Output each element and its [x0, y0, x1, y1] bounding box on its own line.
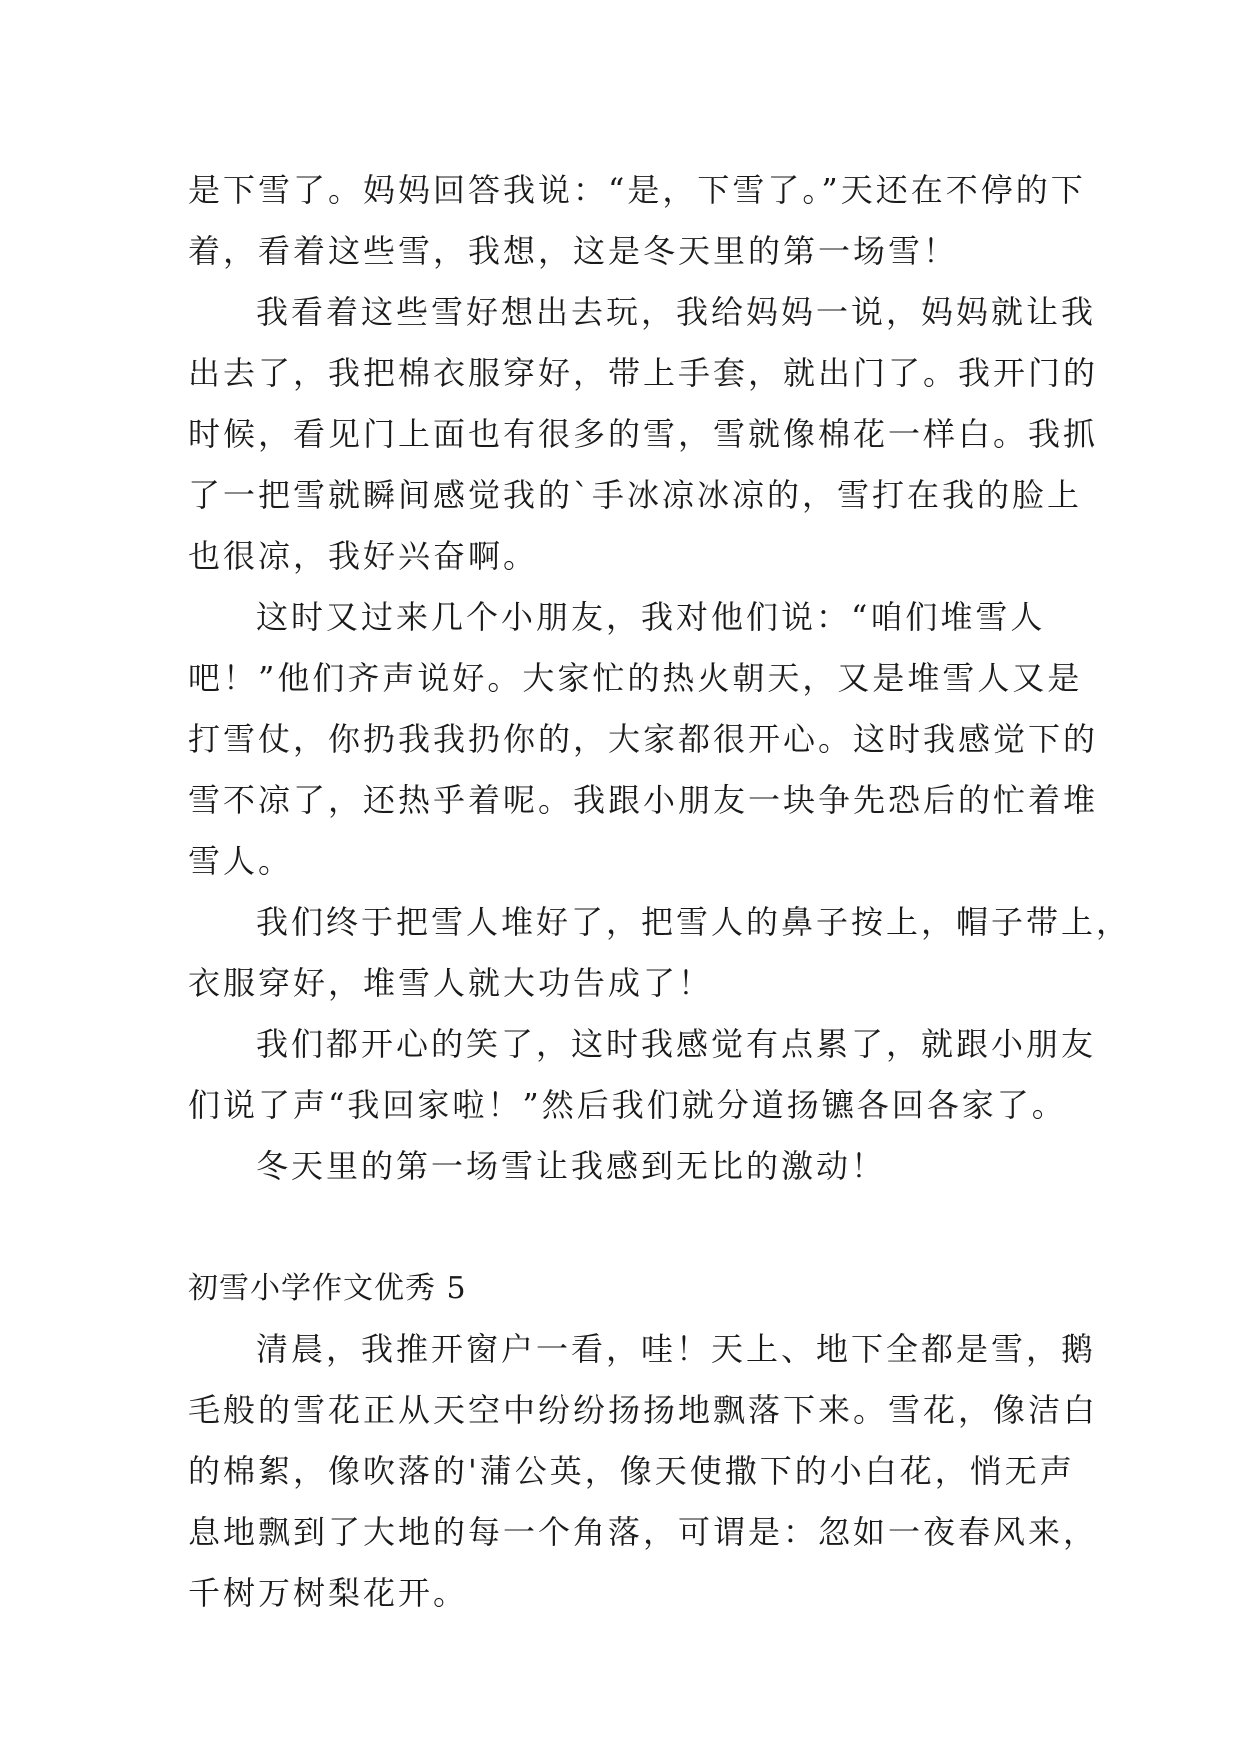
text-line: 冬天里的第一场雪让我感到无比的激动！: [256, 1147, 887, 1185]
section-heading: 初雪小学作文优秀 5: [188, 1271, 467, 1306]
paragraph: [188, 1136, 1054, 1197]
text-line: 千树万树梨花开。: [188, 1574, 469, 1612]
paragraph: [188, 892, 1132, 1014]
text-line: 的棉絮，像吹落的'蒲公英，像天使撒下的小白花，悄无声: [188, 1452, 1075, 1490]
text-line: 着，看着这些雪，我想，这是冬天里的第一场雪！: [188, 232, 959, 270]
paragraph: [188, 587, 1099, 892]
text-line: 清晨，我推开窗户一看，哇！天上、地下全都是雪，鹅: [256, 1330, 1097, 1368]
text-line: 雪人。: [188, 842, 294, 880]
text-line: 们说了声“我回家啦！”然后我们就分道扬镳各回各家了。: [188, 1086, 1067, 1124]
text-line: 是下雪了。妈妈回答我说：“是，下雪了。”天还在不停的下: [188, 171, 1086, 209]
paragraph: [188, 1014, 1097, 1136]
text-line: 息地飘到了大地的每一个角落，可谓是：忽如一夜春风来，: [188, 1513, 1099, 1551]
essay-body: [188, 160, 1132, 1624]
paragraph: [188, 160, 1086, 282]
text-line: 这时又过来几个小朋友，我对他们说：“咱们堆雪人: [256, 598, 1046, 636]
text-line: 我们都开心的笑了，这时我感觉有点累了，就跟小朋友: [256, 1025, 1097, 1063]
text-line: 时候，看见门上面也有很多的雪，雪就像棉花一样白。我抓: [188, 415, 1099, 453]
text-line: 毛般的雪花正从天空中纷纷扬扬地飘落下来。雪花，像洁白: [188, 1391, 1099, 1429]
text-line: 了一把雪就瞬间感觉我的`手冰凉冰凉的，雪打在我的脸上: [188, 476, 1083, 514]
text-line: 打雪仗，你扔我我扔你的，大家都很开心。这时我感觉下的: [188, 720, 1099, 758]
text-line: 雪不凉了，还热乎着呢。我跟小朋友一块争先恐后的忙着堆: [188, 781, 1099, 819]
paragraph: [188, 1319, 1099, 1624]
paragraph: [188, 282, 1099, 587]
text-line: 我看着这些雪好想出去玩，我给妈妈一说，妈妈就让我: [256, 293, 1097, 331]
text-line: 我们终于把雪人堆好了，把雪人的鼻子按上，帽子带上，: [256, 903, 1132, 941]
text-line: 也很凉，我好兴奋啊。: [188, 537, 539, 575]
text-line: 出去了，我把棉衣服穿好，带上手套，就出门了。我开门的: [188, 354, 1099, 392]
text-line: 衣服穿好，堆雪人就大功告成了！: [188, 964, 714, 1002]
text-line: 吧！”他们齐声说好。大家忙的热火朝天，又是堆雪人又是: [188, 659, 1083, 697]
